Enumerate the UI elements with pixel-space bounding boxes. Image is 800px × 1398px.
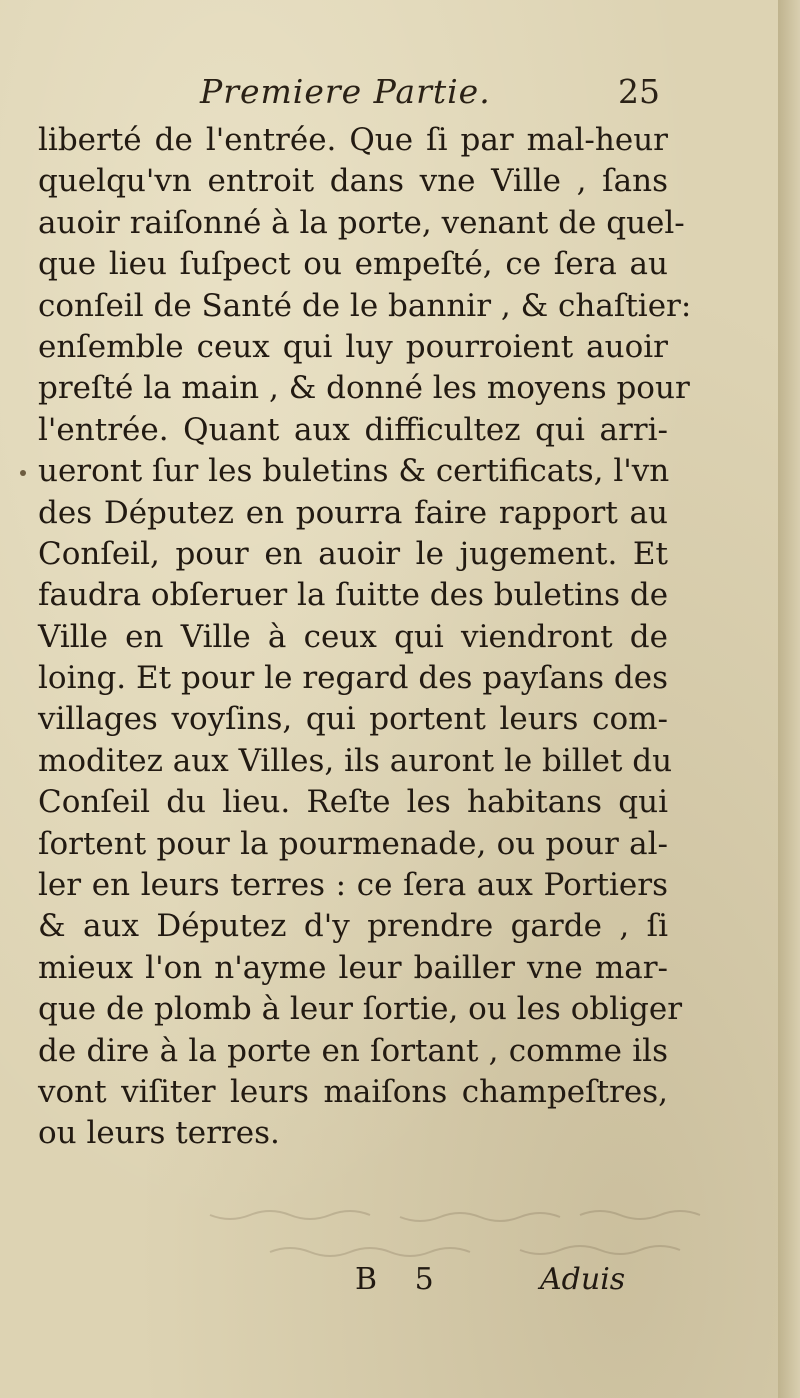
text-line: preſté la main , & donné les moyens pour — [38, 370, 690, 407]
text-line: liberté de l'entrée. Que ſi par mal-heur — [38, 122, 668, 158]
bleed-through-strokes — [150, 1195, 710, 1265]
text-line: Conſeil, pour en auoir le jugement. Et — [38, 535, 668, 572]
page-number: 25 — [618, 72, 660, 111]
text-line: de dire à la porte en ſortant , comme ils — [38, 1032, 668, 1069]
page-footer — [0, 1262, 778, 1307]
margin-mark — [20, 470, 26, 476]
page-edge — [778, 0, 800, 1398]
text-line: Conſeil du lieu. Reſte les habitans qui — [38, 784, 668, 821]
text-line: faudra obſeruer la ſuitte des buletins de — [38, 577, 669, 614]
text-line: ueront ſur les buletins & certificats, l'vn — [38, 453, 670, 490]
text-line: auoir raiſonné à la porte, venant de quel- — [38, 204, 685, 241]
signature-mark: B 5 — [355, 1262, 448, 1297]
text-line: & aux Députez d'y prendre garde , ſi — [38, 908, 668, 945]
text-line: loing. Et pour le regard des payſans des — [38, 660, 668, 697]
text-line: Ville en Ville à ceux qui viendront de — [38, 618, 668, 655]
text-line: moditez aux Villes, ils auront le billet du — [38, 742, 673, 779]
text-line: quelqu'vn entroit dans vne Ville , ſans — [38, 163, 668, 200]
text-line: que de plomb à leur ſortie, ou les obliger — [38, 991, 683, 1028]
catchword: Aduis — [540, 1262, 626, 1297]
running-head-title: Premiere Partie. — [200, 72, 491, 111]
text-line: que lieu ſuſpect ou empeſté, ce ſera au — [38, 246, 668, 283]
text-line-last: ou leurs terres. — [38, 1115, 280, 1152]
text-line: villages voyſins, qui portent leurs com- — [38, 701, 668, 738]
text-line: vont viſiter leurs maiſons champeſtres, — [38, 1073, 668, 1110]
body-text — [38, 120, 692, 1155]
text-line: mieux l'on n'ayme leur bailler vne mar- — [38, 949, 668, 986]
text-line: conſeil de Santé de le bannir , & chaſtier: — [38, 287, 692, 324]
text-line: ſortent pour la pourmenade, ou pour al- — [38, 825, 668, 862]
text-line: des Députez en pourra faire rapport au — [38, 494, 668, 531]
text-line: l'entrée. Quant aux difficultez qui arri- — [38, 411, 668, 448]
running-head — [200, 72, 660, 122]
text-line: enſemble ceux qui luy pourroient auoir — [38, 328, 668, 365]
text-line: ler en leurs terres : ce ſera aux Portiers — [38, 867, 668, 904]
